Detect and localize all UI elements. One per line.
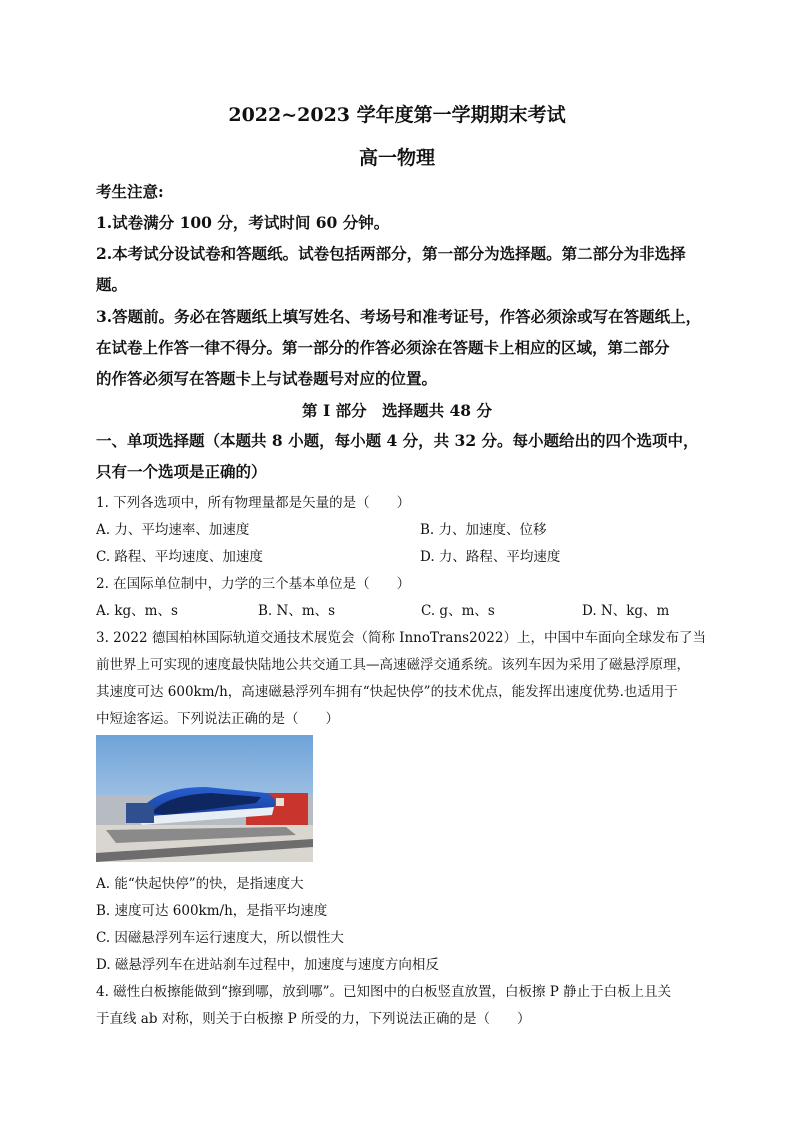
question-3-option-a: A. 能“快起快停”的快，是指速度大 <box>96 876 304 892</box>
question-4-stem-line: 于直线 ab 对称，则关于白板擦 P 所受的力，下列说法正确的是（ ） <box>96 1011 531 1027</box>
question-1-option-b: B. 力、加速度、位移 <box>420 522 547 538</box>
question-3-stem-line: 前世界上可实现的速度最快陆地公共交通工具—高速磁浮交通系统。该列车因为采用了磁悬浮原理， <box>96 657 690 673</box>
question-2-stem: 2. 在国际单位制中，力学的三个基本单位是（ ） <box>96 576 411 592</box>
exam-subject: 高一物理 <box>358 147 435 169</box>
notice-line: 3.答题前。务必在答题纸上填写姓名、考场号和准考证号，作答必须涂或写在答题纸上， <box>96 307 702 326</box>
question-3-option-b: B. 速度可达 600km/h，是指平均速度 <box>96 903 328 919</box>
question-1-option-c: C. 路程、平均速度、加速度 <box>96 549 263 565</box>
question-2-option-d: D. N、kg、m <box>582 603 670 619</box>
question-2-option-c: C. g、m、s <box>421 603 495 619</box>
question-3-option-d: D. 磁悬浮列车在进站刹车过程中，加速度与速度方向相反 <box>96 957 439 973</box>
question-1-stem: 1. 下列各选项中，所有物理量都是矢量的是（ ） <box>96 495 411 511</box>
question-2-option-a: A. kg、m、s <box>96 603 178 619</box>
question-4-stem-line: 4. 磁性白板擦能做到“擦到哪，放到哪”。已知图中的白板竖直放置，白板擦 P 静止于白板上且关 <box>96 984 672 1000</box>
part1-heading: 第 I 部分 选择题共 48 分 <box>302 401 492 420</box>
question-3-stem-line: 其速度可达 600km/h，高速磁悬浮列车拥有“快起快停”的技术优点，能发挥出速度优势.也适用于 <box>96 684 678 700</box>
section-instruction: 只有一个选项是正确的） <box>96 462 267 481</box>
question-3-stem-line: 中短途客运。下列说法正确的是（ ） <box>96 711 339 727</box>
notice-line: 2.本考试分设试卷和答题纸。试卷包括两部分，第一部分为选择题。第二部分为非选择 <box>96 244 686 263</box>
notice-heading: 考生注意: <box>96 182 164 201</box>
notice-line: 的作答必须写在答题卡上与试卷题号对应的位置。 <box>96 369 438 388</box>
section-instruction: 一、单项选择题（本题共 8 小题，每小题 4 分，共 32 分。每小题给出的四个选项中， <box>96 431 699 450</box>
question-1-option-a: A. 力、平均速率、加速度 <box>96 522 250 538</box>
maglev-train-photo <box>96 735 313 862</box>
notice-line: 在试卷上作答一律不得分。第一部分的作答必须涂在答题卡上相应的区域，第二部分 <box>96 338 670 357</box>
question-3-option-c: C. 因磁悬浮列车运行速度大，所以惯性大 <box>96 930 344 946</box>
exam-title: 2022~2023 学年度第一学期期末考试 <box>228 104 566 126</box>
question-3-stem-line: 3. 2022 德国柏林国际轨道交通技术展览会（简称 InnoTrans2022）上，中国中车面向全球发布了当 <box>96 630 706 646</box>
question-2-option-b: B. N、m、s <box>258 603 336 619</box>
notice-line: 题。 <box>96 275 128 294</box>
notice-line: 1.试卷满分 100 分，考试时间 60 分钟。 <box>96 213 390 232</box>
question-1-option-d: D. 力、路程、平均速度 <box>420 549 561 565</box>
